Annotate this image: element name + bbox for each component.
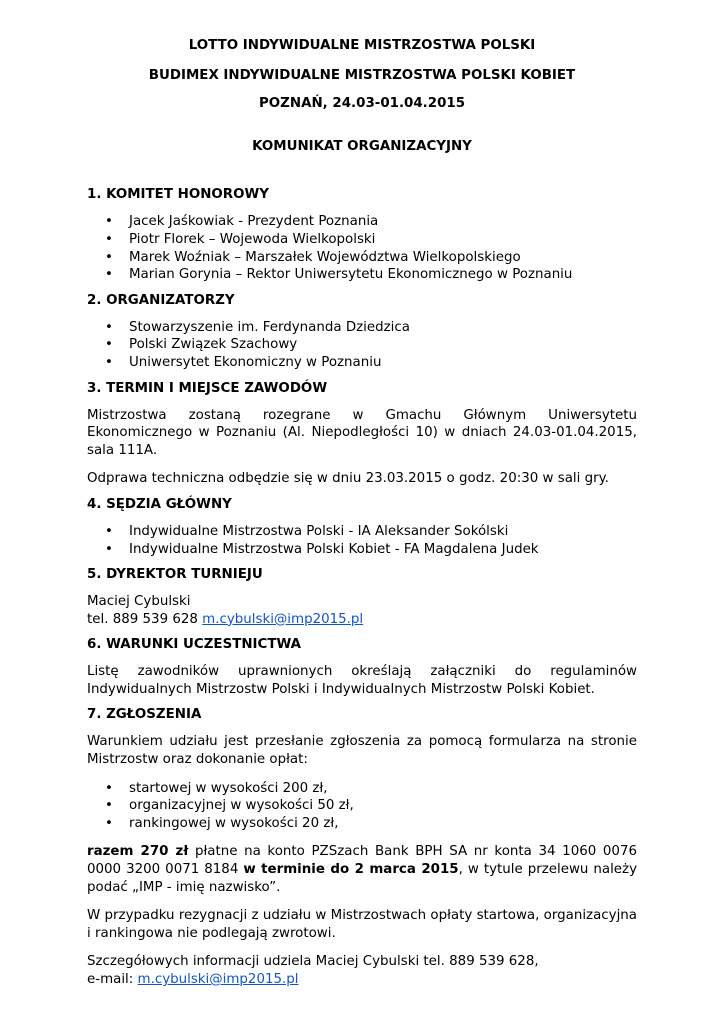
info-email-label: e-mail: [87, 972, 138, 987]
list-item: • startowej w wysokości 200 zł, [87, 780, 637, 798]
director-phone: tel. 889 539 628 [87, 611, 203, 627]
list-item: • rankingowej w wysokości 20 zł, [87, 815, 637, 833]
payment-paragraph [87, 843, 637, 896]
honorary-committee-list [87, 213, 637, 283]
list-item: • Marek Woźniak – Marszałek Województwa Wielkopolskiego [87, 249, 637, 267]
info-email-link[interactable]: m.cybulski@imp2015.pl [137, 972, 299, 987]
organizers-list [87, 319, 637, 372]
info-line: Szczegółowych informacji udziela Maciej Cybulski tel. 889 539 628, [87, 954, 539, 970]
director-contact [87, 611, 637, 629]
list-item: • Marian Gorynia – Rektor Uniwersytetu Ekonomicznego w Poznaniu [87, 266, 637, 284]
payment-account: płatne na konto PZSzach Bank BPH SA nr konta 34 1060 0076 0000 3200 0071 8184 [87, 844, 637, 878]
venue-paragraph: Mistrzostwa zostaną rozegrane w Gmachu Głównym Uniwersytetu Ekonomicznego w Poznaniu (Al. Niepodległości 10) w dniach 24.03-01.04.2015, sala 111A. [87, 407, 637, 458]
list-item: • Jacek Jaśkowiak - Prezydent Poznania [87, 213, 637, 231]
director-email-link[interactable]: m.cybulski@imp2015.pl [202, 611, 364, 627]
header-line-2: BUDIMEX INDYWIDUALNE MISTRZOSTWA POLSKI KOBIET [148, 67, 576, 83]
header-line-3: POZNAŃ, 24.03-01.04.2015 [258, 96, 466, 112]
chief-arbiter-list [87, 523, 637, 558]
list-item: • Uniwersytet Ekonomiczny w Poznaniu [87, 354, 637, 372]
director-name: Maciej Cybulski [87, 594, 191, 610]
section-6-title: 6. WARUNKI UCZESTNICTWA [87, 637, 302, 653]
list-item: • Indywidualne Mistrzostwa Polski Kobiet - FA Magdalena Judek [87, 541, 637, 559]
refund-paragraph: W przypadku rezygnacji z udziału w Mistrzostwach opłaty startowa, organizacyjna i rankingowa nie podlegają zwrotowi. [87, 908, 637, 941]
technical-meeting-paragraph: Odprawa techniczna odbędzie się w dniu 23.03.2015 o godz. 20:30 w sali gry. [87, 471, 609, 487]
document-title: KOMUNIKAT ORGANIZACYJNY [252, 138, 472, 154]
header-line-1: LOTTO INDYWIDUALNE MISTRZOSTWA POLSKI [188, 38, 536, 53]
payment-total: razem 270 zł [87, 844, 189, 860]
section-1-title: 1. KOMITET HONOROWY [87, 187, 269, 203]
list-item: • Polski Związek Szachowy [87, 336, 637, 354]
registration-paragraph: Warunkiem udziału jest przesłanie zgłoszenia za pomocą formularza na stronie Mistrzostw oraz dokonanie opłat: [87, 734, 637, 768]
info-email-line [87, 971, 637, 989]
payment-deadline: w terminie do 2 marca 2015 [243, 862, 459, 878]
payment-title-note: , w tytule przelewu należy podać „IMP - imię nazwisko”. [87, 862, 637, 895]
section-7-title: 7. ZGŁOSZENIA [87, 707, 202, 723]
list-item: • Piotr Florek – Wojewoda Wielkopolski [87, 231, 637, 249]
section-4-title: 4. SĘDZIA GŁÓWNY [87, 496, 232, 512]
list-item: • Stowarzyszenie im. Ferdynanda Dziedzica [87, 319, 637, 337]
list-item: • organizacyjnej w wysokości 50 zł, [87, 797, 637, 815]
list-item: • Indywidualne Mistrzostwa Polski - IA Aleksander Sokólski [87, 523, 637, 541]
participation-paragraph: Listę zawodników uprawnionych określają załączniki do regulaminów Indywidualnych Mistrzostw Polski i Indywidualnych Mistrzostw Polski Kobiet. [87, 664, 637, 697]
section-3-title: 3. TERMIN I MIEJSCE ZAWODÓW [87, 380, 328, 396]
fees-list [87, 780, 637, 833]
section-5-title: 5. DYREKTOR TURNIEJU [87, 567, 263, 583]
section-2-title: 2. ORGANIZATORZY [87, 292, 235, 308]
